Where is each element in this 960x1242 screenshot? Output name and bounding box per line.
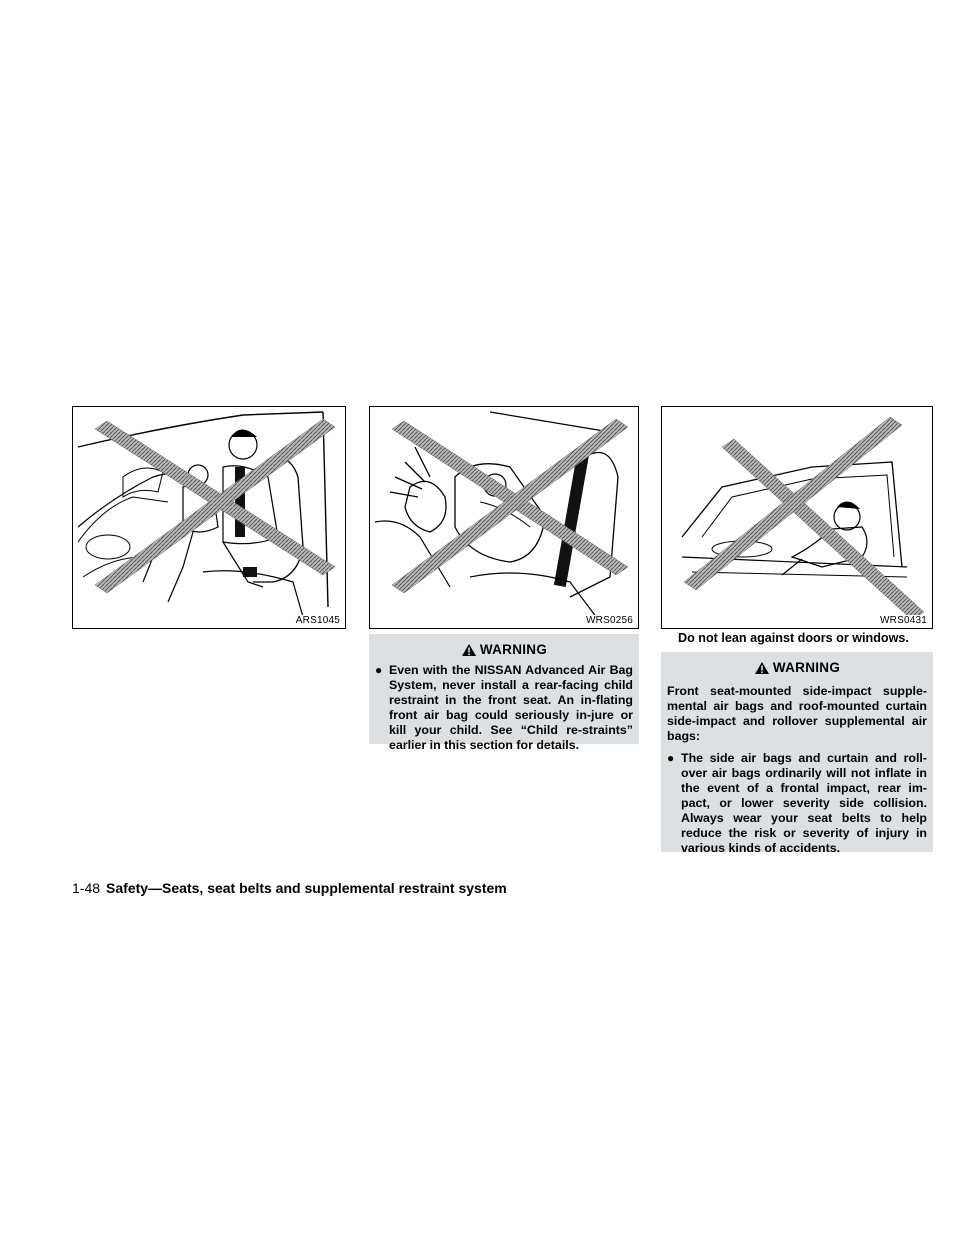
warning-bullet: [667, 751, 927, 856]
warning-bullet-text: Even with the NISSAN Advanced Air Bag System, never install a rear-facing child restraint in the front seat. An in-flating front air bag could seriously in-jure or kill your child. See “Child re-straints” earlier in this section for details.: [389, 663, 633, 752]
child-on-lap-illustration: [73, 407, 346, 629]
watermark-logo: carmanualsonline.info: [800, 1220, 956, 1237]
warning-header: [667, 658, 927, 677]
figure-code: ARS1045: [295, 615, 340, 626]
figure-caption: Do not lean against doors or windows.: [678, 631, 909, 645]
warning-title: WARNING: [479, 642, 548, 657]
figure-code: WRS0431: [880, 615, 927, 626]
figure-rear-facing-restraint: [369, 406, 639, 629]
figure-leaning-on-door: [661, 406, 933, 629]
warning-triangle-icon: [461, 643, 477, 657]
warning-intro-text: Front seat-mounted side-impact supple-mental air bags and roof-mounted curtain side-impact and rollover supplemental air bags:: [667, 684, 927, 743]
section-title: Safety—Seats, seat belts and supplemental restraint system: [106, 880, 507, 896]
bullet-dot-icon: ●: [375, 663, 383, 677]
warning-box-side-airbags: [661, 652, 933, 855]
warning-bullet: [375, 663, 633, 753]
figure-code: WRS0256: [586, 615, 633, 626]
warning-title: WARNING: [772, 660, 841, 675]
warning-box-rear-facing: [369, 634, 639, 752]
warning-triangle-icon: [754, 661, 770, 675]
rear-facing-restraint-illustration: [370, 407, 639, 629]
leaning-on-door-illustration: [662, 407, 933, 629]
warning-bullet-text: The side air bags and curtain and roll-over air bags ordinarily will not inflate in the event of a frontal impact, rear im-pact, or lower severity side collision. Always wear your seat belts to help reduce the risk or severity of injury in various kinds of accidents.: [681, 751, 927, 855]
page-number: 1-48: [72, 880, 101, 896]
figure-child-on-lap: [72, 406, 346, 629]
warning-header: [375, 640, 633, 659]
page-footer: [72, 880, 507, 896]
bullet-dot-icon: ●: [667, 751, 675, 765]
